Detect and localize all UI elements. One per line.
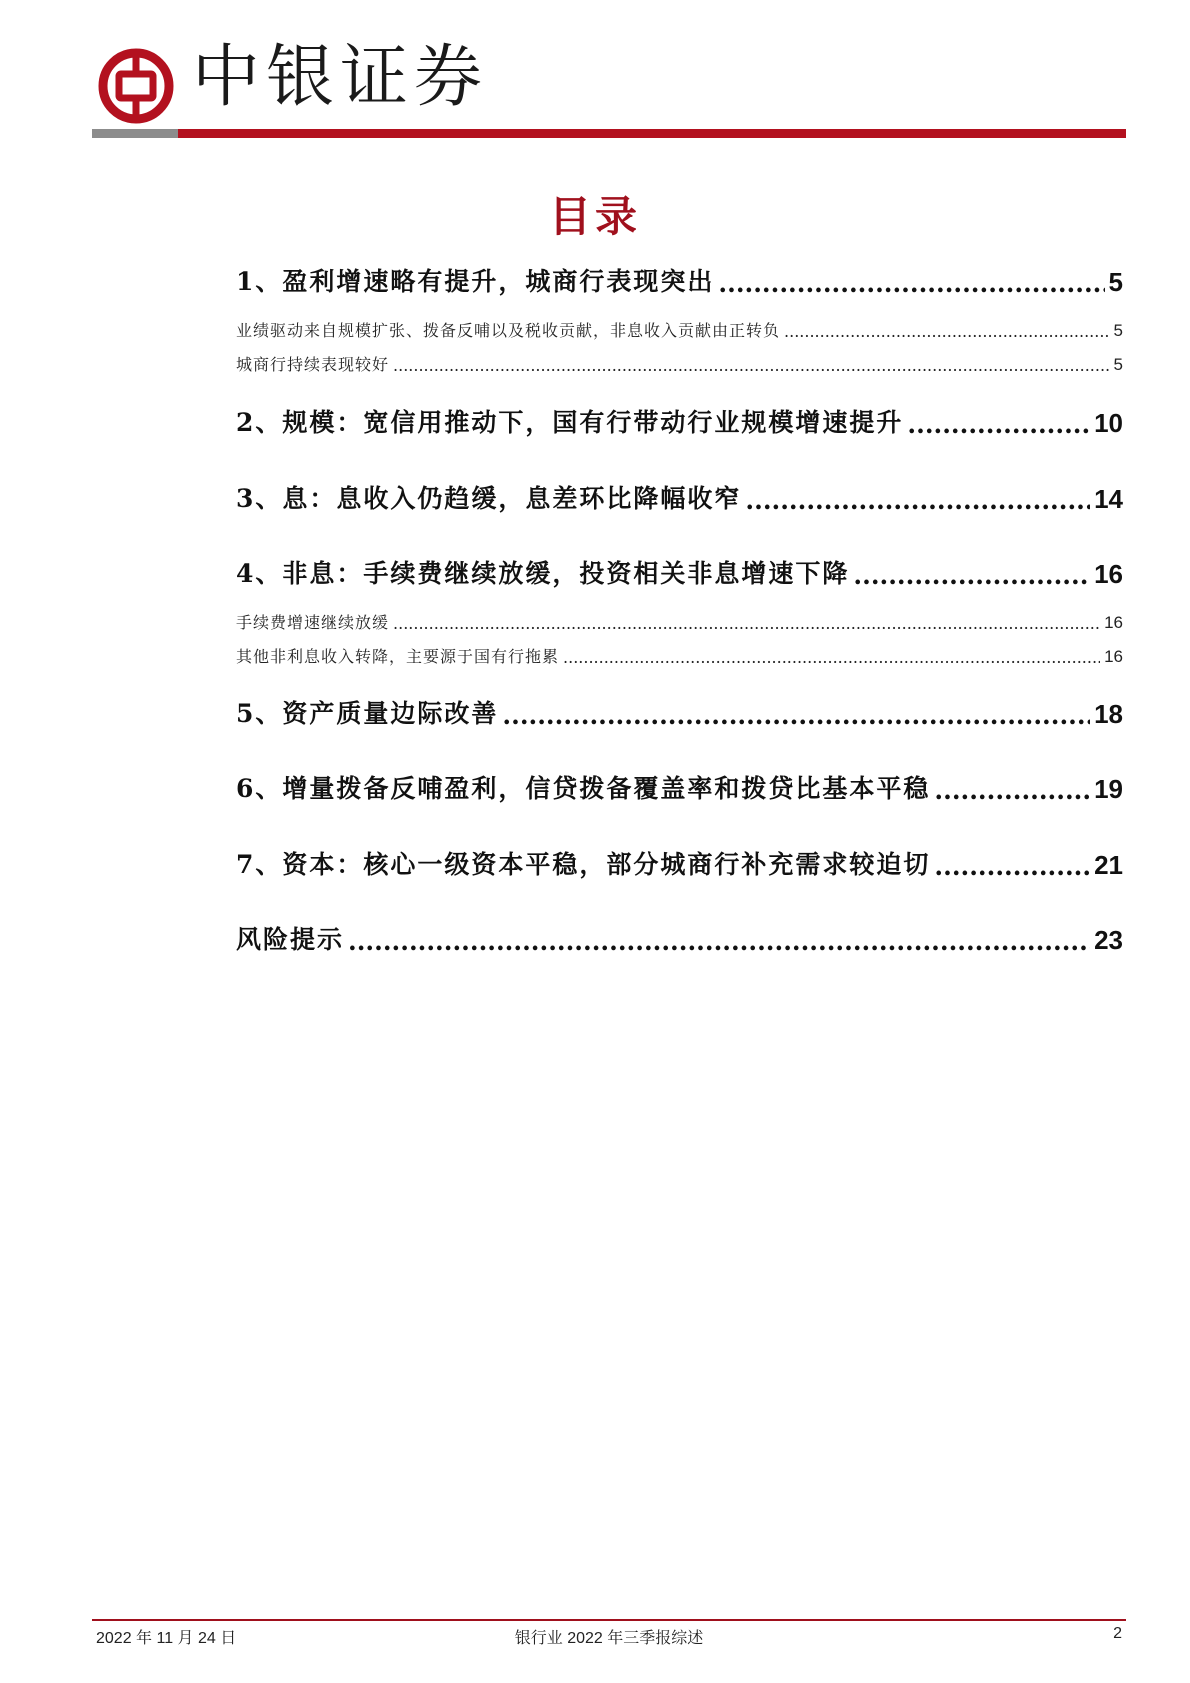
toc-leader-dots <box>718 273 1104 298</box>
toc-leader-dots <box>393 359 1110 375</box>
page-footer <box>92 1625 1126 1651</box>
footer-date: 2022 年 11 月 24 日 <box>96 1630 237 1647</box>
toc-entry-page: 16 <box>1104 647 1123 666</box>
toc-entry-page: 19 <box>1094 774 1123 804</box>
toc-leader-dots <box>563 651 1100 667</box>
toc-entry-label: 7、资本：核心一级资本平稳，部分城商行补充需求较迫切 <box>236 850 931 879</box>
toc-entry-section-4-1[interactable] <box>236 610 1123 633</box>
bank-of-china-logo-icon <box>98 48 174 124</box>
toc-entry-section-1-2[interactable] <box>236 352 1123 375</box>
toc-entry-page: 23 <box>1094 925 1123 955</box>
footer-page-number: 2 <box>1113 1625 1122 1642</box>
toc-entry-page: 21 <box>1094 850 1123 880</box>
toc-leader-dots <box>853 565 1090 590</box>
toc-leader-dots <box>502 705 1090 730</box>
footer-report-title: 银行业 2022 年三季报综述 <box>514 1630 704 1647</box>
toc-entry-label: 业绩驱动来自规模扩张、拨备反哺以及税收贡献，非息收入贡献由正转负 <box>236 321 781 340</box>
toc-entry-page: 14 <box>1094 484 1123 514</box>
header-rule-gray <box>92 129 178 138</box>
footer-rule <box>92 1619 1126 1621</box>
brand-name: 中银证券 <box>192 38 489 117</box>
toc-entry-label: 城商行持续表现较好 <box>236 355 390 374</box>
toc-entry-page: 5 <box>1113 321 1123 340</box>
toc-entry-page: 18 <box>1094 699 1123 729</box>
toc-entry-label: 其他非利息收入转降，主要源于国有行拖累 <box>236 647 560 666</box>
toc-entry-section-2[interactable] <box>236 403 1123 439</box>
toc-entry-label: 4、非息：手续费继续放缓，投资相关非息增速下降 <box>236 559 850 588</box>
toc-entry-section-1-1[interactable] <box>236 318 1123 341</box>
toc-leader-dots <box>934 856 1090 881</box>
toc-entry-section-3[interactable] <box>236 479 1123 515</box>
toc-leader-dots <box>907 414 1090 439</box>
toc-entry-section-4[interactable] <box>236 554 1123 590</box>
toc-entry-page: 16 <box>1094 559 1123 589</box>
toc-entry-label: 手续费增速继续放缓 <box>236 613 390 632</box>
toc-entry-label: 1、盈利增速略有提升，城商行表现突出 <box>236 267 715 296</box>
toc-entry-section-1[interactable] <box>236 262 1123 298</box>
page-header <box>0 0 1190 140</box>
toc-entry-risk-warning[interactable] <box>236 920 1123 956</box>
toc-leader-dots <box>934 780 1090 805</box>
toc-entry-section-5[interactable] <box>236 694 1123 730</box>
toc-leader-dots <box>745 490 1090 515</box>
toc-leader-dots <box>784 325 1110 341</box>
toc-entry-label: 6、增量拨备反哺盈利，信贷拨备覆盖率和拨贷比基本平稳 <box>236 774 931 803</box>
toc-entry-page: 10 <box>1094 408 1123 438</box>
toc-entry-page: 5 <box>1113 355 1123 374</box>
toc-leader-dots <box>348 931 1090 956</box>
toc-entry-label: 风险提示 <box>236 925 345 954</box>
toc-entry-section-4-2[interactable] <box>236 644 1123 667</box>
toc-entry-page: 5 <box>1108 267 1123 297</box>
toc-entry-label: 5、资产质量边际改善 <box>236 699 499 728</box>
header-rule-red <box>178 129 1126 138</box>
toc-entry-label: 2、规模：宽信用推动下，国有行带动行业规模增速提升 <box>236 408 904 437</box>
toc-leader-dots <box>393 617 1100 633</box>
toc-entry-label: 3、息：息收入仍趋缓，息差环比降幅收窄 <box>236 484 742 513</box>
toc-entry-section-7[interactable] <box>236 845 1123 881</box>
toc-title: 目录 <box>548 192 641 241</box>
toc-entry-section-6[interactable] <box>236 769 1123 805</box>
toc-entry-page: 16 <box>1104 613 1123 632</box>
